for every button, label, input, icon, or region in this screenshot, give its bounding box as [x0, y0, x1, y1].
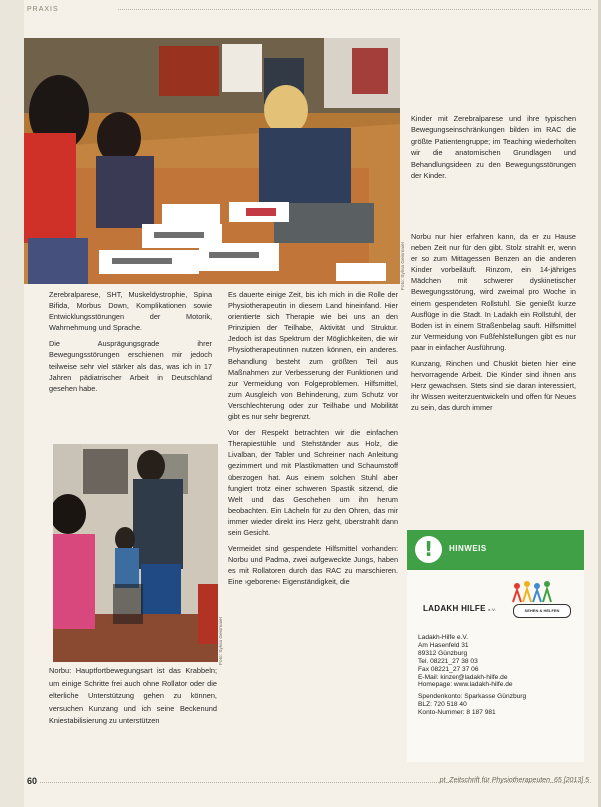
- logo-text: LADAKH HILFE e.V.: [423, 604, 497, 613]
- logo-badge: SEHEN & HELFEN: [513, 604, 571, 618]
- column-3-middle: [411, 231, 576, 419]
- paragraph: Norbu nur hier erfahren kann, da er zu Hause neben Zeit nur für den gibt. Stolz strahlt er, wenn er so zum Mittagessen Benzen an die anderen Kinder vorbeiläuft. Rinzom, ein 14-jähriges Mädchen mit schwerer dyskinetischer Bewegungsstörung, wird zweimal pro Woche in einem gespendeten Rollstuhl. Sie genießt kurze Ausflüge in die Stadt. In Ladakh ein Rollstuhl, der Boden ist in einem Straßenbelag sauft. Hilfsmittel zur Vermeidung von Fußfehlstellungen gibt es nur paar in einfacher Ausführung.: [411, 232, 576, 352]
- paragraph: Es dauerte einige Zeit, bis ich mich in die Rolle der Physiotherapeutin in diesem Land hineinfand. Hier orientierte sich Therapie wie bei uns an den Prinzipien der Teilhabe, Aktivität und Struktur. Jedoch ist das Spektrum der Möglichkeiten, die wir Physiotherapeutinnen nutzen können, ein anderes. Behandlung besteht zum größten Teil aus Maßnahmen zur Verbesserung der Funktionen und zur Vermeidung von Folgeproblemen. Hilfsmittel, zum Ausgleich von Behinderung, zum Schutz vor Verschlechterung oder zur Teilhabe und Mobilität gibt es nur sehr begrenzt.: [228, 290, 398, 422]
- photo-walking-practice: [53, 444, 218, 662]
- header-rule: [118, 9, 591, 10]
- contact-details: [418, 634, 526, 717]
- photo-credit-top: Foto: Sylvia Geismaier: [401, 241, 406, 290]
- paragraph: Zerebralparese, SHT, Muskeldystrophie, Spina Bifida, Morbus Down, Komplikationen sowie Entwicklungsstörungen der Motorik, Wahrnehmung und Sprache.: [49, 290, 212, 333]
- contact-line: Homepage: www.ladakh-hilfe.de: [418, 681, 513, 689]
- notice-title: HINWEIS: [449, 544, 487, 553]
- column-2: [228, 289, 398, 592]
- contact-line: E-Mail: kinzer@ladakh-hilfe.de: [418, 673, 508, 681]
- contact-line: Tel. 08221_27 38 03: [418, 657, 478, 665]
- column-1-top: [49, 289, 212, 399]
- notice-box: [407, 530, 584, 762]
- page-number: 60: [27, 776, 38, 786]
- ladakh-hilfe-logo: [421, 580, 571, 628]
- contact-line: BLZ: 720 518 40: [418, 701, 467, 709]
- contact-line: Ladakh-Hilfe e.V.: [418, 634, 468, 641]
- section-label: PRAXIS: [27, 6, 59, 13]
- paragraph: Kunzang, Rinchen und Chuskit bieten hier eine hervorragende Arbeit. Die Kinder sind ihnen ans Herz gewachsen. Stets sind sie daran interessiert, ihr Wissen weiterzuentwickeln und offen für Neues zu sein, das durch immer: [411, 359, 576, 413]
- page-gutter: [0, 0, 24, 807]
- exclamation-icon: !: [415, 536, 442, 563]
- colorful-figures-icon: [421, 580, 571, 604]
- paragraph: Vor der Respekt betrachten wir die einfachen Therapiestühle und Stehständer aus Holz, die Livalban, der Tabler und Schreiner nach Anleitung gezimmert und mit Plastikmatten und Schaumstoff überzogen hat. Aus einem solchen Stuhl aber fungiert trotz einer schweren Spastik sitzend, die Welt und das Geschehen um ihn herum beobachten. Ein Lächeln für zu den Ohren, das mir immer wieder direkt ins Herz geht, überstrahlt dann sein Gesicht.: [228, 428, 398, 537]
- paragraph: Vermeidet sind gespendete Hilfsmittel vorhanden: Norbu und Padma, zwei aufgeweckte Jungs, haben es mit Rollatoren durch das RAC zu marschieren. Eine ›geborene‹ Eigenständigkeit, die: [228, 544, 398, 587]
- column-3-top: Kinder mit Zerebralparese und ihre typischen Bewegungseinschränkungen bilden im RAC die größte Patientengruppe; im Teaching wiederholten wir die anatomischen Grundlagen und Behandlungsideen zu den Bewegungsstörungen der Kinder.: [411, 114, 576, 181]
- contact-line: Spendenkonto: Sparkasse Günzburg: [418, 693, 527, 701]
- contact-line: Fax 08221_27 37 06: [418, 665, 479, 673]
- photo-caption: Norbu: Hauptfortbewegungsart ist das Krabbeln; um einige Schritte frei auch ohne Rollator oder die elterliche Unterstützung gehen zu können, versuchen Kunzang und ich seine Beckenund Kniestabilisierung zu unterstützen: [49, 666, 217, 726]
- contact-line: 89312 Günzburg: [418, 649, 468, 657]
- magazine-info: pt_Zeitschrift für Physiotherapeuten_65 [2013] 5: [439, 777, 589, 784]
- photo-credit-bottom: Foto: Sylvia Geismaier: [219, 616, 224, 665]
- paragraph: Die Ausprägungsgrade ihrer Bewegungsstörungen erschienen mir jedoch teilweise sehr viel stärker als das, was ich in 17 Jahren pädiatrischer Arbeit in Deutschland gesehen habe.: [49, 339, 212, 393]
- photo-therapy-session: [24, 38, 400, 284]
- notice-header: [407, 530, 584, 570]
- contact-line: Am Hasenfeld 31: [418, 641, 469, 649]
- contact-line: Konto-Nummer: 8 187 981: [418, 709, 496, 717]
